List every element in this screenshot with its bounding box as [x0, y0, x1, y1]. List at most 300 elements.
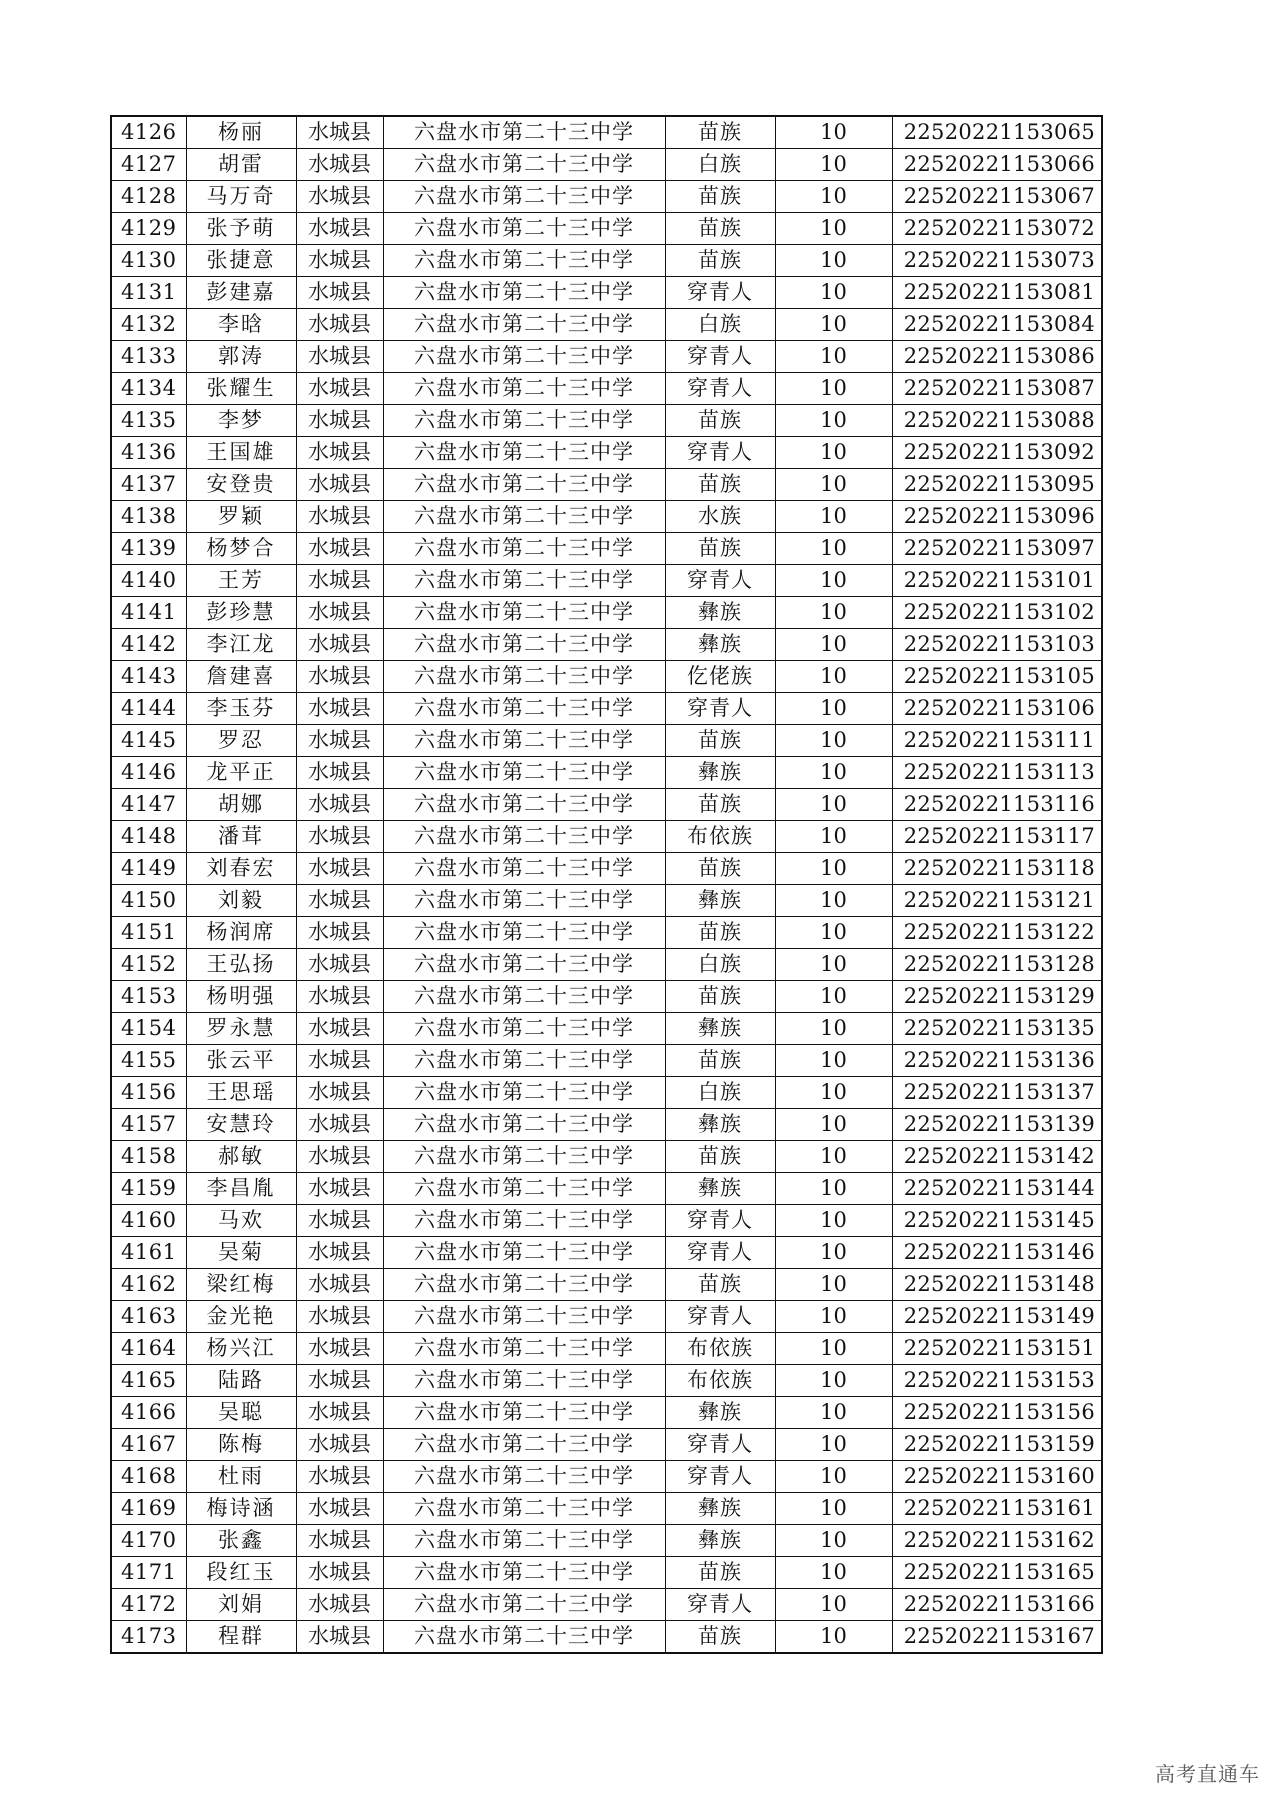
exam-id-cell: 22520221153159: [892, 1429, 1102, 1461]
table-row: [111, 1109, 1102, 1141]
row-number-cell: 4167: [111, 1429, 186, 1461]
school-cell: 六盘水市第二十三中学: [383, 1589, 665, 1621]
county-cell: 水城县: [296, 277, 383, 309]
student-name-cell: 龙平正: [186, 757, 296, 789]
exam-id-cell: 22520221153142: [892, 1141, 1102, 1173]
student-name-cell: 李梦: [186, 405, 296, 437]
school-cell: 六盘水市第二十三中学: [383, 565, 665, 597]
table-row: [111, 1205, 1102, 1237]
ethnicity-cell: 穿青人: [665, 437, 775, 469]
table-row: [111, 1077, 1102, 1109]
row-number-cell: 4133: [111, 341, 186, 373]
county-cell: 水城县: [296, 373, 383, 405]
county-cell: 水城县: [296, 1045, 383, 1077]
student-name-cell: 李江龙: [186, 629, 296, 661]
bonus-score-cell: 10: [775, 981, 892, 1013]
student-name-cell: 吴聪: [186, 1397, 296, 1429]
row-number-cell: 4131: [111, 277, 186, 309]
school-cell: 六盘水市第二十三中学: [383, 949, 665, 981]
exam-id-cell: 22520221153106: [892, 693, 1102, 725]
school-cell: 六盘水市第二十三中学: [383, 1173, 665, 1205]
ethnicity-cell: 穿青人: [665, 1205, 775, 1237]
table-row: [111, 1365, 1102, 1397]
bonus-score-cell: 10: [775, 1269, 892, 1301]
bonus-score-cell: 10: [775, 885, 892, 917]
county-cell: 水城县: [296, 309, 383, 341]
table-row: [111, 373, 1102, 405]
student-name-cell: 王思瑶: [186, 1077, 296, 1109]
table-row: [111, 693, 1102, 725]
table-row: [111, 1525, 1102, 1557]
table-row: [111, 181, 1102, 213]
school-cell: 六盘水市第二十三中学: [383, 309, 665, 341]
row-number-cell: 4126: [111, 116, 186, 149]
ethnicity-cell: 白族: [665, 149, 775, 181]
exam-id-cell: 22520221153129: [892, 981, 1102, 1013]
table-row: [111, 437, 1102, 469]
bonus-score-cell: 10: [775, 1493, 892, 1525]
ethnicity-cell: 彝族: [665, 1013, 775, 1045]
student-name-cell: 段红玉: [186, 1557, 296, 1589]
ethnicity-cell: 穿青人: [665, 1301, 775, 1333]
school-cell: 六盘水市第二十三中学: [383, 821, 665, 853]
student-name-cell: 杨丽: [186, 116, 296, 149]
table-row: [111, 757, 1102, 789]
table-row: [111, 1013, 1102, 1045]
row-number-cell: 4137: [111, 469, 186, 501]
table-row: [111, 917, 1102, 949]
exam-id-cell: 22520221153084: [892, 309, 1102, 341]
table-row: [111, 501, 1102, 533]
row-number-cell: 4162: [111, 1269, 186, 1301]
exam-id-cell: 22520221153097: [892, 533, 1102, 565]
bonus-score-cell: 10: [775, 1205, 892, 1237]
student-name-cell: 马欢: [186, 1205, 296, 1237]
student-name-cell: 张捷意: [186, 245, 296, 277]
roster-body: [111, 116, 1102, 1653]
county-cell: 水城县: [296, 1237, 383, 1269]
ethnicity-cell: 穿青人: [665, 693, 775, 725]
row-number-cell: 4173: [111, 1621, 186, 1654]
table-row: [111, 1461, 1102, 1493]
row-number-cell: 4153: [111, 981, 186, 1013]
bonus-score-cell: 10: [775, 1077, 892, 1109]
bonus-score-cell: 10: [775, 1461, 892, 1493]
ethnicity-cell: 苗族: [665, 917, 775, 949]
county-cell: 水城县: [296, 437, 383, 469]
student-name-cell: 张云平: [186, 1045, 296, 1077]
ethnicity-cell: 苗族: [665, 405, 775, 437]
ethnicity-cell: 苗族: [665, 1557, 775, 1589]
bonus-score-cell: 10: [775, 501, 892, 533]
school-cell: 六盘水市第二十三中学: [383, 885, 665, 917]
county-cell: 水城县: [296, 245, 383, 277]
bonus-score-cell: 10: [775, 116, 892, 149]
row-number-cell: 4147: [111, 789, 186, 821]
student-name-cell: 吴菊: [186, 1237, 296, 1269]
school-cell: 六盘水市第二十三中学: [383, 853, 665, 885]
bonus-score-cell: 10: [775, 1557, 892, 1589]
ethnicity-cell: 苗族: [665, 981, 775, 1013]
student-name-cell: 王国雄: [186, 437, 296, 469]
school-cell: 六盘水市第二十三中学: [383, 1461, 665, 1493]
student-name-cell: 张耀生: [186, 373, 296, 405]
exam-id-cell: 22520221153117: [892, 821, 1102, 853]
bonus-score-cell: 10: [775, 469, 892, 501]
table-row: [111, 1557, 1102, 1589]
table-row: [111, 1269, 1102, 1301]
student-name-cell: 李昌胤: [186, 1173, 296, 1205]
student-name-cell: 马万奇: [186, 181, 296, 213]
student-name-cell: 王芳: [186, 565, 296, 597]
bonus-score-cell: 10: [775, 661, 892, 693]
ethnicity-cell: 苗族: [665, 213, 775, 245]
county-cell: 水城县: [296, 1109, 383, 1141]
exam-id-cell: 22520221153066: [892, 149, 1102, 181]
school-cell: 六盘水市第二十三中学: [383, 1525, 665, 1557]
row-number-cell: 4155: [111, 1045, 186, 1077]
school-cell: 六盘水市第二十三中学: [383, 757, 665, 789]
row-number-cell: 4166: [111, 1397, 186, 1429]
exam-id-cell: 22520221153167: [892, 1621, 1102, 1654]
county-cell: 水城县: [296, 469, 383, 501]
bonus-score-cell: 10: [775, 149, 892, 181]
exam-id-cell: 22520221153166: [892, 1589, 1102, 1621]
table-row: [111, 469, 1102, 501]
school-cell: 六盘水市第二十三中学: [383, 1205, 665, 1237]
student-name-cell: 梅诗涵: [186, 1493, 296, 1525]
student-name-cell: 安登贵: [186, 469, 296, 501]
bonus-score-cell: 10: [775, 1109, 892, 1141]
ethnicity-cell: 苗族: [665, 789, 775, 821]
student-name-cell: 罗永慧: [186, 1013, 296, 1045]
school-cell: 六盘水市第二十三中学: [383, 981, 665, 1013]
row-number-cell: 4134: [111, 373, 186, 405]
county-cell: 水城县: [296, 629, 383, 661]
row-number-cell: 4141: [111, 597, 186, 629]
county-cell: 水城县: [296, 533, 383, 565]
ethnicity-cell: 白族: [665, 1077, 775, 1109]
bonus-score-cell: 10: [775, 821, 892, 853]
student-name-cell: 张鑫: [186, 1525, 296, 1557]
county-cell: 水城县: [296, 1269, 383, 1301]
exam-id-cell: 22520221153146: [892, 1237, 1102, 1269]
row-number-cell: 4140: [111, 565, 186, 597]
school-cell: 六盘水市第二十三中学: [383, 629, 665, 661]
bonus-score-cell: 10: [775, 1173, 892, 1205]
table-row: [111, 277, 1102, 309]
student-name-cell: 郝敏: [186, 1141, 296, 1173]
row-number-cell: 4168: [111, 1461, 186, 1493]
row-number-cell: 4130: [111, 245, 186, 277]
ethnicity-cell: 穿青人: [665, 277, 775, 309]
row-number-cell: 4170: [111, 1525, 186, 1557]
table-row: [111, 1141, 1102, 1173]
ethnicity-cell: 苗族: [665, 245, 775, 277]
bonus-score-cell: 10: [775, 1429, 892, 1461]
exam-id-cell: 22520221153111: [892, 725, 1102, 757]
school-cell: 六盘水市第二十三中学: [383, 1077, 665, 1109]
county-cell: 水城县: [296, 1525, 383, 1557]
county-cell: 水城县: [296, 1589, 383, 1621]
student-name-cell: 李玉芬: [186, 693, 296, 725]
student-name-cell: 彭珍慧: [186, 597, 296, 629]
student-name-cell: 刘娟: [186, 1589, 296, 1621]
exam-id-cell: 22520221153161: [892, 1493, 1102, 1525]
table-row: [111, 309, 1102, 341]
row-number-cell: 4146: [111, 757, 186, 789]
county-cell: 水城县: [296, 597, 383, 629]
county-cell: 水城县: [296, 1397, 383, 1429]
bonus-score-cell: 10: [775, 1141, 892, 1173]
county-cell: 水城县: [296, 693, 383, 725]
ethnicity-cell: 仡佬族: [665, 661, 775, 693]
table-row: [111, 629, 1102, 661]
bonus-score-cell: 10: [775, 853, 892, 885]
school-cell: 六盘水市第二十三中学: [383, 597, 665, 629]
bonus-score-cell: 10: [775, 597, 892, 629]
exam-id-cell: 22520221153065: [892, 116, 1102, 149]
exam-id-cell: 22520221153072: [892, 213, 1102, 245]
county-cell: 水城县: [296, 1333, 383, 1365]
ethnicity-cell: 苗族: [665, 1141, 775, 1173]
bonus-score-cell: 10: [775, 181, 892, 213]
county-cell: 水城县: [296, 1077, 383, 1109]
student-name-cell: 程群: [186, 1621, 296, 1654]
table-row: [111, 981, 1102, 1013]
school-cell: 六盘水市第二十三中学: [383, 373, 665, 405]
row-number-cell: 4144: [111, 693, 186, 725]
row-number-cell: 4129: [111, 213, 186, 245]
ethnicity-cell: 彝族: [665, 885, 775, 917]
exam-id-cell: 22520221153086: [892, 341, 1102, 373]
county-cell: 水城县: [296, 1365, 383, 1397]
county-cell: 水城县: [296, 181, 383, 213]
school-cell: 六盘水市第二十三中学: [383, 1493, 665, 1525]
county-cell: 水城县: [296, 661, 383, 693]
county-cell: 水城县: [296, 757, 383, 789]
ethnicity-cell: 彝族: [665, 1173, 775, 1205]
ethnicity-cell: 苗族: [665, 533, 775, 565]
bonus-score-cell: 10: [775, 725, 892, 757]
ethnicity-cell: 白族: [665, 949, 775, 981]
exam-id-cell: 22520221153102: [892, 597, 1102, 629]
county-cell: 水城县: [296, 213, 383, 245]
bonus-score-cell: 10: [775, 1365, 892, 1397]
school-cell: 六盘水市第二十三中学: [383, 1429, 665, 1461]
ethnicity-cell: 布依族: [665, 1365, 775, 1397]
school-cell: 六盘水市第二十三中学: [383, 1557, 665, 1589]
student-name-cell: 刘春宏: [186, 853, 296, 885]
county-cell: 水城县: [296, 341, 383, 373]
exam-id-cell: 22520221153144: [892, 1173, 1102, 1205]
table-row: [111, 949, 1102, 981]
table-row: [111, 149, 1102, 181]
county-cell: 水城县: [296, 1621, 383, 1654]
exam-id-cell: 22520221153145: [892, 1205, 1102, 1237]
ethnicity-cell: 穿青人: [665, 341, 775, 373]
school-cell: 六盘水市第二十三中学: [383, 1365, 665, 1397]
bonus-score-cell: 10: [775, 757, 892, 789]
student-name-cell: 詹建喜: [186, 661, 296, 693]
county-cell: 水城县: [296, 1557, 383, 1589]
ethnicity-cell: 彝族: [665, 1109, 775, 1141]
ethnicity-cell: 苗族: [665, 181, 775, 213]
row-number-cell: 4143: [111, 661, 186, 693]
exam-id-cell: 22520221153162: [892, 1525, 1102, 1557]
exam-id-cell: 22520221153137: [892, 1077, 1102, 1109]
bonus-score-cell: 10: [775, 213, 892, 245]
table-row: [111, 661, 1102, 693]
exam-id-cell: 22520221153088: [892, 405, 1102, 437]
table-row: [111, 885, 1102, 917]
row-number-cell: 4163: [111, 1301, 186, 1333]
bonus-score-cell: 10: [775, 1589, 892, 1621]
student-name-cell: 李晗: [186, 309, 296, 341]
ethnicity-cell: 穿青人: [665, 1461, 775, 1493]
bonus-score-cell: 10: [775, 629, 892, 661]
county-cell: 水城县: [296, 821, 383, 853]
ethnicity-cell: 苗族: [665, 116, 775, 149]
exam-id-cell: 22520221153116: [892, 789, 1102, 821]
watermark-text: 高考直通车: [1155, 1762, 1260, 1786]
student-name-cell: 胡雷: [186, 149, 296, 181]
table-row: [111, 565, 1102, 597]
exam-id-cell: 22520221153113: [892, 757, 1102, 789]
county-cell: 水城县: [296, 1493, 383, 1525]
row-number-cell: 4152: [111, 949, 186, 981]
exam-id-cell: 22520221153135: [892, 1013, 1102, 1045]
ethnicity-cell: 彝族: [665, 629, 775, 661]
student-name-cell: 彭建嘉: [186, 277, 296, 309]
row-number-cell: 4127: [111, 149, 186, 181]
bonus-score-cell: 10: [775, 277, 892, 309]
row-number-cell: 4165: [111, 1365, 186, 1397]
county-cell: 水城县: [296, 501, 383, 533]
bonus-score-cell: 10: [775, 1013, 892, 1045]
bonus-score-cell: 10: [775, 245, 892, 277]
bonus-score-cell: 10: [775, 789, 892, 821]
ethnicity-cell: 穿青人: [665, 373, 775, 405]
row-number-cell: 4149: [111, 853, 186, 885]
county-cell: 水城县: [296, 981, 383, 1013]
row-number-cell: 4158: [111, 1141, 186, 1173]
county-cell: 水城县: [296, 1013, 383, 1045]
row-number-cell: 4159: [111, 1173, 186, 1205]
ethnicity-cell: 穿青人: [665, 1237, 775, 1269]
exam-id-cell: 22520221153105: [892, 661, 1102, 693]
exam-id-cell: 22520221153081: [892, 277, 1102, 309]
county-cell: 水城县: [296, 405, 383, 437]
ethnicity-cell: 穿青人: [665, 565, 775, 597]
exam-id-cell: 22520221153151: [892, 1333, 1102, 1365]
row-number-cell: 4138: [111, 501, 186, 533]
exam-id-cell: 22520221153101: [892, 565, 1102, 597]
exam-id-cell: 22520221153122: [892, 917, 1102, 949]
school-cell: 六盘水市第二十三中学: [383, 181, 665, 213]
student-name-cell: 梁红梅: [186, 1269, 296, 1301]
row-number-cell: 4135: [111, 405, 186, 437]
bonus-score-cell: 10: [775, 693, 892, 725]
table-row: [111, 116, 1102, 149]
bonus-score-cell: 10: [775, 949, 892, 981]
student-name-cell: 杜雨: [186, 1461, 296, 1493]
student-name-cell: 陈梅: [186, 1429, 296, 1461]
table-row: [111, 245, 1102, 277]
exam-id-cell: 22520221153087: [892, 373, 1102, 405]
student-name-cell: 胡娜: [186, 789, 296, 821]
bonus-score-cell: 10: [775, 341, 892, 373]
county-cell: 水城县: [296, 149, 383, 181]
school-cell: 六盘水市第二十三中学: [383, 1109, 665, 1141]
bonus-score-cell: 10: [775, 1045, 892, 1077]
table-row: [111, 597, 1102, 629]
exam-id-cell: 22520221153095: [892, 469, 1102, 501]
exam-id-cell: 22520221153149: [892, 1301, 1102, 1333]
school-cell: 六盘水市第二十三中学: [383, 1621, 665, 1654]
school-cell: 六盘水市第二十三中学: [383, 501, 665, 533]
bonus-score-cell: 10: [775, 565, 892, 597]
county-cell: 水城县: [296, 1429, 383, 1461]
table-row: [111, 533, 1102, 565]
exam-id-cell: 22520221153136: [892, 1045, 1102, 1077]
school-cell: 六盘水市第二十三中学: [383, 661, 665, 693]
table-row: [111, 405, 1102, 437]
table-row: [111, 1429, 1102, 1461]
row-number-cell: 4157: [111, 1109, 186, 1141]
exam-id-cell: 22520221153160: [892, 1461, 1102, 1493]
school-cell: 六盘水市第二十三中学: [383, 213, 665, 245]
ethnicity-cell: 苗族: [665, 1045, 775, 1077]
exam-id-cell: 22520221153103: [892, 629, 1102, 661]
student-name-cell: 杨润席: [186, 917, 296, 949]
student-name-cell: 王弘扬: [186, 949, 296, 981]
student-name-cell: 杨梦合: [186, 533, 296, 565]
bonus-score-cell: 10: [775, 1333, 892, 1365]
student-name-cell: 安慧玲: [186, 1109, 296, 1141]
school-cell: 六盘水市第二十三中学: [383, 1013, 665, 1045]
ethnicity-cell: 彝族: [665, 757, 775, 789]
bonus-score-cell: 10: [775, 405, 892, 437]
table-row: [111, 1301, 1102, 1333]
row-number-cell: 4169: [111, 1493, 186, 1525]
ethnicity-cell: 苗族: [665, 853, 775, 885]
exam-id-cell: 22520221153165: [892, 1557, 1102, 1589]
school-cell: 六盘水市第二十三中学: [383, 1141, 665, 1173]
student-name-cell: 郭涛: [186, 341, 296, 373]
exam-id-cell: 22520221153067: [892, 181, 1102, 213]
row-number-cell: 4142: [111, 629, 186, 661]
table-row: [111, 341, 1102, 373]
roster-table: [110, 115, 1103, 1654]
student-name-cell: 杨明强: [186, 981, 296, 1013]
student-name-cell: 杨兴江: [186, 1333, 296, 1365]
county-cell: 水城县: [296, 1173, 383, 1205]
table-row: [111, 1045, 1102, 1077]
exam-id-cell: 22520221153096: [892, 501, 1102, 533]
school-cell: 六盘水市第二十三中学: [383, 116, 665, 149]
school-cell: 六盘水市第二十三中学: [383, 437, 665, 469]
exam-id-cell: 22520221153128: [892, 949, 1102, 981]
student-name-cell: 张予萌: [186, 213, 296, 245]
ethnicity-cell: 彝族: [665, 1525, 775, 1557]
table-row: [111, 1397, 1102, 1429]
bonus-score-cell: 10: [775, 309, 892, 341]
county-cell: 水城县: [296, 1301, 383, 1333]
exam-id-cell: 22520221153121: [892, 885, 1102, 917]
ethnicity-cell: 布依族: [665, 1333, 775, 1365]
table-row: [111, 853, 1102, 885]
